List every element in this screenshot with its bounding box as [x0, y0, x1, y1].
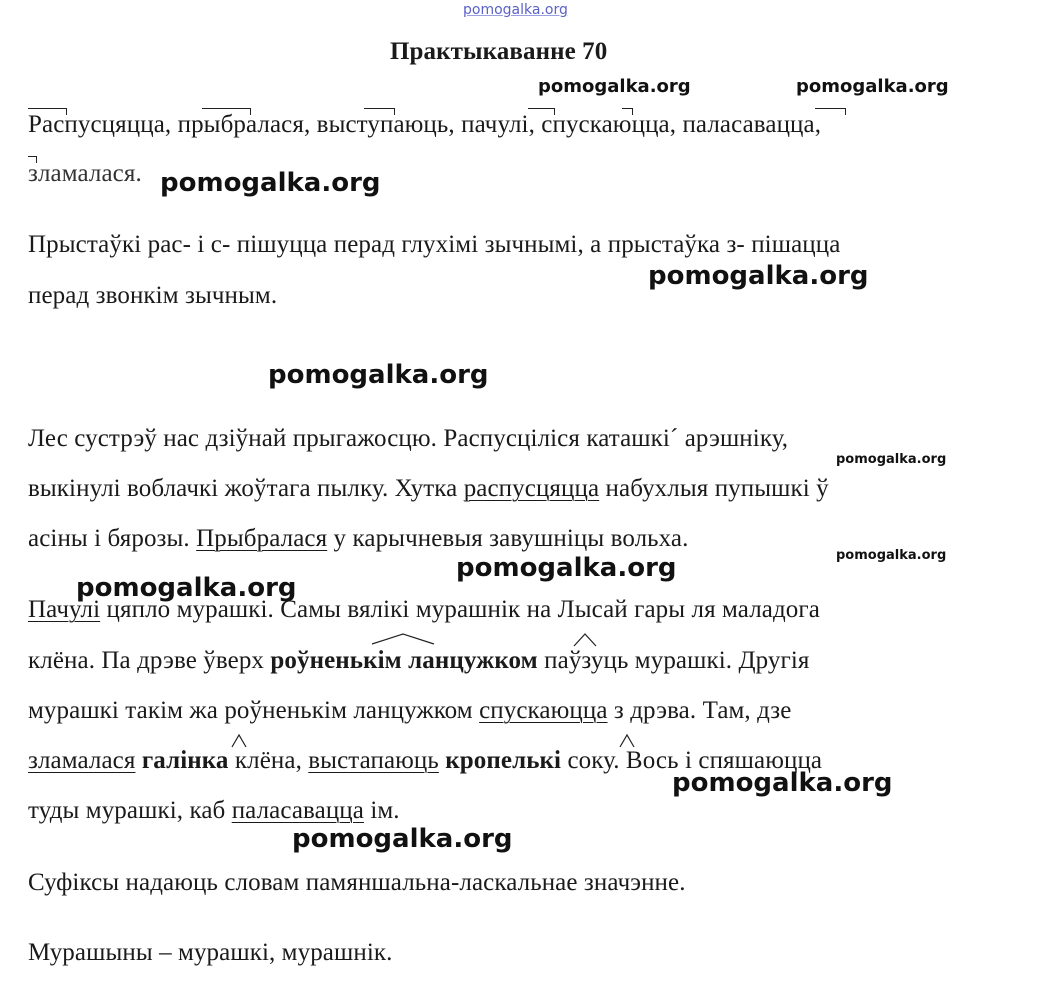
text-span: клёна, [228, 747, 309, 774]
underlined-word: Пачулі [28, 596, 101, 623]
watermark: pomogalka.org [268, 360, 489, 390]
text-span: соку. Вось і спяшаюцца [561, 747, 823, 774]
text-span: мурашкі такім жа роўненькім ланцужком [28, 697, 480, 724]
text-line: Лес сустрэў нас дзіўнай прыгажосцю. Распусціліся каташкі´ арэшніку, [28, 425, 789, 452]
underlined-word: спускаюцца [479, 697, 608, 724]
watermark: pomogalka.org [538, 76, 691, 97]
watermark: pomogalka.org [836, 452, 947, 467]
text-span: асіны і бярозы. [28, 525, 197, 552]
watermark-top[interactable]: pomogalka.org [463, 2, 568, 18]
watermark: pomogalka.org [76, 573, 297, 603]
bold-word: галінка [141, 747, 229, 774]
watermark: pomogalka.org [796, 76, 949, 97]
watermark: pomogalka.org [836, 548, 947, 563]
text-line: Прыстаўкі рас- і с- пішуцца перад глухімі зычнымі, а прыстаўка з- пішацца [28, 231, 841, 258]
text-span: набухлыя пупышкі ў [599, 475, 829, 502]
text-line: перад звонкім зычным. [28, 282, 278, 309]
bold-phrase: роўненькім ланцужком [270, 647, 538, 674]
underlined-word: Прыбралася [196, 525, 328, 552]
text-line [28, 696, 791, 726]
text-line [28, 524, 688, 554]
text-span: ім. [363, 797, 400, 824]
watermark: pomogalka.org [672, 768, 893, 798]
text-line: Распусцяцца, прыбралася, выступаюць, пачулі, спускаюцца, паласавацца, [28, 111, 822, 138]
page-title: Практыкаванне 70 [390, 38, 608, 65]
watermark: pomogalka.org [160, 168, 381, 198]
text-line: Мурашыны – мурашкі, мурашнік. [28, 939, 393, 966]
suffix-arc-icon [370, 632, 436, 646]
text-span: у карычневыя завушніцы вольха. [327, 525, 689, 552]
text-line [28, 646, 809, 676]
text-span: цяпло мурашкі. Самы вялікі мурашнік на Лысай гары ля маладога [100, 596, 820, 623]
text-line: зламалася. [28, 160, 142, 187]
watermark: pomogalka.org [456, 553, 677, 583]
watermark: pomogalka.org [292, 824, 513, 854]
text-span: з дрэва. Там, дзе [607, 697, 792, 724]
underlined-word: зламалася [28, 747, 136, 774]
text-span: туды мурашкі, каб [28, 797, 232, 824]
bold-word: кропелькі [445, 747, 562, 774]
watermark: pomogalka.org [648, 261, 869, 291]
text-span: выкінулі воблачкі жоўтага пылку. Хутка [28, 475, 464, 502]
text-span: паўзуць мурашкі. Другія [537, 647, 810, 674]
text-line [28, 595, 820, 625]
text-line [28, 474, 829, 504]
text-line: Суфіксы надаюць словам памяншальна-ласкальнае значэнне. [28, 869, 686, 896]
underlined-word: распусцяцца [463, 475, 600, 502]
text-span: клёна. Па дрэве ўверх [28, 647, 271, 674]
text-line [28, 796, 400, 826]
underlined-word: паласавацца [231, 797, 364, 824]
underlined-word: выстапаюць [308, 747, 439, 774]
